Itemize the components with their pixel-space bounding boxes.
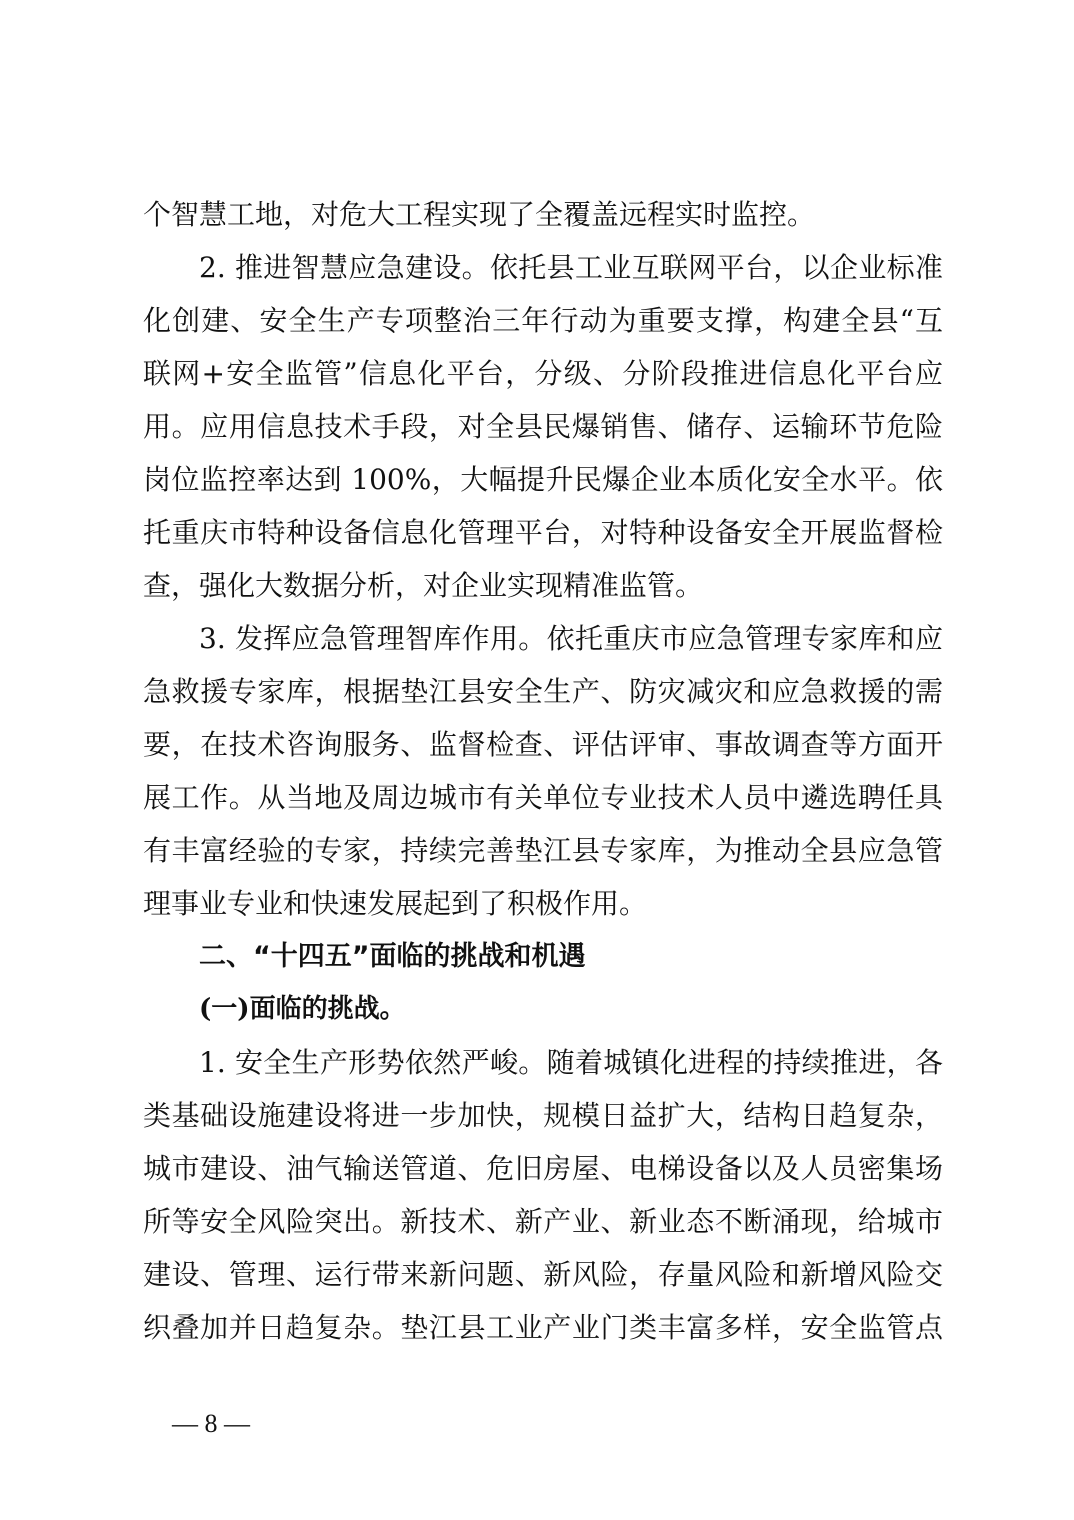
text-line: 要，在技术咨询服务、监督检查、评估评审、事故调查等方面开	[143, 728, 943, 761]
text-line: 理事业专业和快速发展起到了积极作用。	[143, 887, 648, 920]
text-line: 城市建设、油气输送管道、危旧房屋、电梯设备以及人员密集场	[143, 1152, 943, 1185]
subsection-heading: (一)面临的挑战。	[199, 994, 406, 1024]
paragraph-heading-line: 2. 推进智慧应急建设。依托县工业互联网平台，以企业标准	[199, 251, 943, 284]
text-line: 所等安全风险突出。新技术、新产业、新业态不断涌现，给城市	[143, 1205, 943, 1238]
paragraph-heading-line: 1. 安全生产形势依然严峻。随着城镇化进程的持续推进，各	[199, 1046, 943, 1079]
text-line: 急救援专家库，根据垫江县安全生产、防灾减灾和应急救援的需	[143, 675, 943, 708]
text-line: 托重庆市特种设备信息化管理平台，对特种设备安全开展监督检	[143, 516, 943, 549]
section-heading: 二、“十四五”面临的挑战和机遇	[199, 941, 586, 972]
text-line: 查，强化大数据分析，对企业实现精准监管。	[143, 569, 704, 602]
text-line: 个智慧工地，对危大工程实现了全覆盖远程实时监控。	[143, 198, 816, 231]
text-line: 用。应用信息技术手段，对全县民爆销售、储存、运输环节危险	[143, 410, 943, 443]
document-body	[143, 188, 943, 1354]
paragraph-heading-line: 3. 发挥应急管理智库作用。依托重庆市应急管理专家库和应	[199, 622, 943, 655]
text-line: 织叠加并日趋复杂。垫江县工业产业门类丰富多样，安全监管点	[143, 1311, 943, 1344]
text-line: 展工作。从当地及周边城市有关单位专业技术人员中遴选聘任具	[143, 781, 943, 814]
text-line: 岗位监控率达到 100%，大幅提升民爆企业本质化安全水平。依	[143, 463, 943, 496]
text-line: 化创建、安全生产专项整治三年行动为重要支撑，构建全县“互	[143, 304, 943, 337]
text-line: 联网+安全监管”信息化平台，分级、分阶段推进信息化平台应	[143, 357, 943, 390]
text-line: 类基础设施建设将进一步加快，规模日益扩大，结构日趋复杂，	[143, 1099, 943, 1132]
page-number: — 8 —	[172, 1409, 250, 1438]
text-line: 建设、管理、运行带来新问题、新风险，存量风险和新增风险交	[143, 1258, 943, 1291]
text-line: 有丰富经验的专家，持续完善垫江县专家库，为推动全县应急管	[143, 834, 943, 867]
